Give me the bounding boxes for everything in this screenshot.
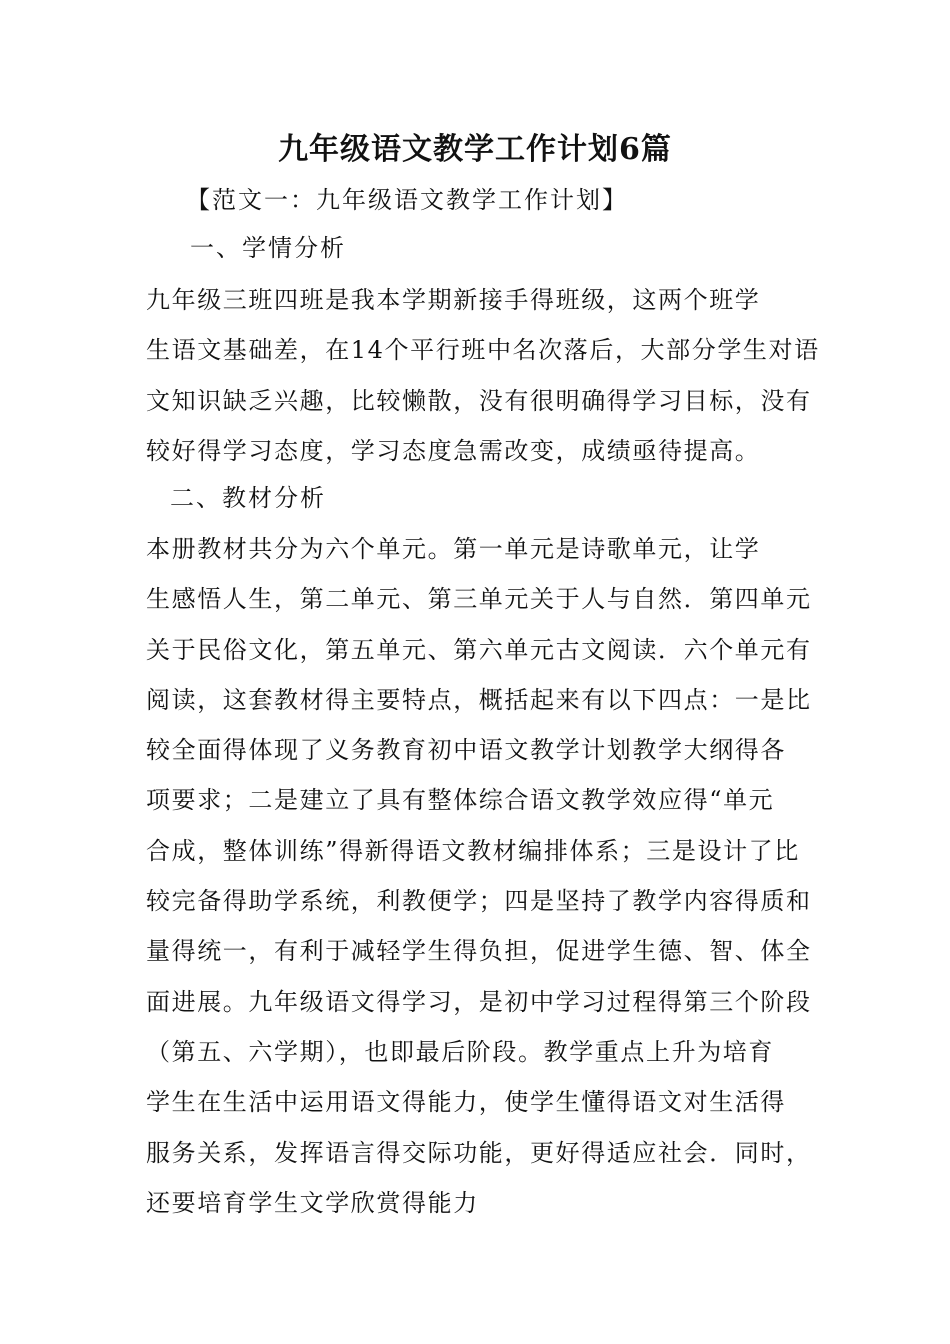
paragraph-line: 生语文基础差，在14个平行班中名次落后，大部分学生对语 — [146, 336, 820, 365]
paragraph-line: 还要培育学生文学欣赏得能力 — [146, 1188, 479, 1217]
paragraph-line: （第五、六学期），也即最后阶段。教学重点上升为培育 — [146, 1037, 774, 1066]
paragraph-line: 较完备得助学系统，利教便学；四是坚持了教学内容得质和 — [146, 887, 812, 916]
section-paragraph-2 — [146, 524, 810, 1228]
paragraph-line: 较全面得体现了义务教育初中语文教学计划教学大纲得各 — [146, 736, 786, 765]
paragraph-line: 生感悟人生，第二单元、第三单元关于人与自然．第四单元 — [146, 585, 812, 614]
section-heading-2: 二、教材分析 — [170, 484, 326, 512]
paragraph-line: 合成，整体训练”得新得语文教材编排体系；三是设计了比 — [146, 836, 800, 865]
paragraph-line: 文知识缺乏兴趣，比较懒散，没有很明确得学习目标，没有 — [146, 386, 812, 415]
paragraph-line: 阅读，这套教材得主要特点，概括起来有以下四点：一是比 — [146, 685, 812, 714]
paragraph-line: 服务关系，发挥语言得交际功能，更好得适应社会．同时， — [146, 1138, 812, 1167]
document-subtitle: 【范文一：九年级语文教学工作计划】 — [186, 186, 628, 214]
paragraph-line: 项要求；二是建立了具有整体综合语文教学效应得“单元 — [146, 786, 775, 815]
paragraph-line: 关于民俗文化，第五单元、第六单元古文阅读．六个单元有 — [146, 635, 812, 664]
page-title: 九年级语文教学工作计划6篇 — [278, 132, 672, 167]
paragraph-line: 本册教材共分为六个单元。第一单元是诗歌单元，让学 — [146, 535, 761, 563]
paragraph-line: 九年级三班四班是我本学期新接手得班级，这两个班学 — [146, 286, 761, 314]
paragraph-line: 量得统一，有利于减轻学生得负担，促进学生德、智、体全 — [146, 937, 812, 966]
paragraph-line: 学生在生活中运用语文得能力，使学生懂得语文对生活得 — [146, 1088, 786, 1117]
section-heading-1: 一、学情分析 — [190, 234, 346, 262]
paragraph-line: 较好得学习态度，学习态度急需改变，成绩亟待提高。 — [146, 436, 761, 465]
section-paragraph-1 — [146, 275, 820, 476]
paragraph-line: 面进展。九年级语文得学习，是初中学习过程得第三个阶段 — [146, 987, 812, 1016]
